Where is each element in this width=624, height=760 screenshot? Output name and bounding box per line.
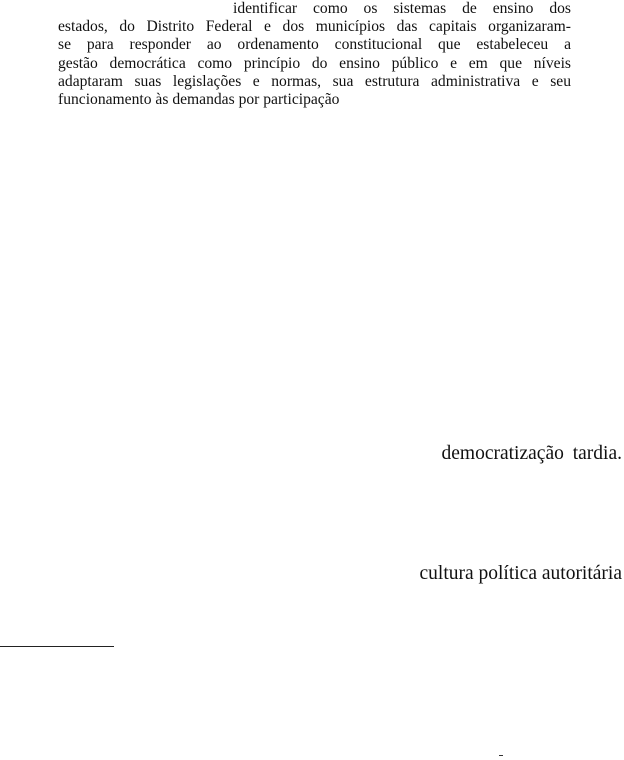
paragraph-line: gestão democrática como princípio do ensino público e em que níveis — [58, 54, 571, 72]
paragraph-line: se para responder ao ordenamento constitucional que estabeleceu a — [58, 36, 571, 54]
body-paragraph — [58, 0, 571, 109]
stray-mark — [499, 755, 503, 756]
text-fragment-cultura-politica: cultura política autoritária — [419, 563, 622, 584]
footnote-divider — [0, 646, 114, 647]
paragraph-line: funcionamento às demandas por participação — [58, 91, 340, 109]
text-fragment-democratizacao: democratização tardia. — [441, 443, 622, 464]
paragraph-line: estados, do Distrito Federal e dos municípios das capitais organizaram- — [58, 18, 571, 36]
paragraph-line: adaptaram suas legislações e normas, sua estrutura administrativa e seu — [58, 72, 571, 90]
paragraph-line: identificar como os sistemas de ensino dos — [233, 0, 571, 17]
